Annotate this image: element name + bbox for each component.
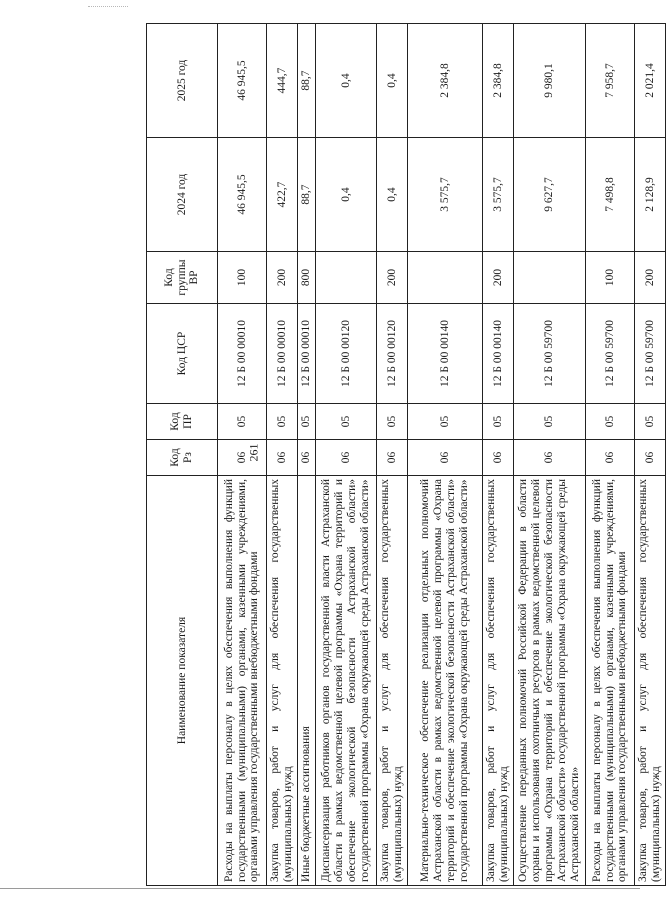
page-number-text: 261 bbox=[246, 443, 261, 461]
header-rz: Код Рз bbox=[147, 440, 218, 476]
row-2024: 0,4 bbox=[316, 138, 377, 252]
row-csr: 12 Б 00 00140 bbox=[408, 304, 483, 404]
row-2025: 7 958,7 bbox=[586, 24, 635, 138]
row-vr bbox=[514, 252, 586, 304]
row-rz: 06 bbox=[377, 440, 408, 476]
table-row bbox=[514, 24, 586, 886]
row-name: Иные бюджетные ассигнования bbox=[298, 476, 316, 886]
row-2024: 2 128,9 bbox=[635, 138, 666, 252]
row-name: Расходы на выплаты персоналу в целях обеспечения выполнения функций государственными (муниципальными) органами, казенными учреждениями, органами управления государственными внебюджетными фондами bbox=[218, 476, 267, 886]
table-row bbox=[586, 24, 635, 886]
row-csr: 12 Б 00 59700 bbox=[586, 304, 635, 404]
row-pr: 05 bbox=[483, 404, 514, 440]
row-2025: 2 021,4 bbox=[635, 24, 666, 138]
table-row bbox=[635, 24, 666, 886]
row-2025: 88,7 bbox=[298, 24, 316, 138]
table-row bbox=[483, 24, 514, 886]
row-csr: 12 Б 00 00140 bbox=[483, 304, 514, 404]
table-row bbox=[408, 24, 483, 886]
row-name: Материально-техническое обеспечение реализации отдельных полномочий Астраханской области в рамках ведомственной целевой программы «Охрана территорий и обеспечение экологической безопасности Астраханской области» государственной программы «Охрана окружающей среды Астраханской области» bbox=[408, 476, 483, 886]
row-pr: 05 bbox=[408, 404, 483, 440]
header-2025: 2025 год bbox=[147, 24, 218, 138]
row-pr: 05 bbox=[218, 404, 267, 440]
row-2024: 422,7 bbox=[267, 138, 298, 252]
budget-table bbox=[146, 23, 666, 886]
table-row bbox=[298, 24, 316, 886]
row-name: Закупка товаров, работ и услуг для обеспечения государственных (муниципальных) нужд bbox=[267, 476, 298, 886]
row-2024: 7 498,8 bbox=[586, 138, 635, 252]
row-rz: 06 bbox=[298, 440, 316, 476]
row-2025: 9 980,1 bbox=[514, 24, 586, 138]
row-2024: 46 945,5 bbox=[218, 138, 267, 252]
row-csr: 12 Б 00 59700 bbox=[635, 304, 666, 404]
row-pr: 05 bbox=[316, 404, 377, 440]
row-vr: 200 bbox=[635, 252, 666, 304]
row-pr: 05 bbox=[514, 404, 586, 440]
row-vr bbox=[316, 252, 377, 304]
row-2024: 3 575,7 bbox=[483, 138, 514, 252]
row-vr: 100 bbox=[586, 252, 635, 304]
row-csr: 12 Б 00 00010 bbox=[298, 304, 316, 404]
budget-table-rotated bbox=[146, 24, 662, 886]
table-row bbox=[377, 24, 408, 886]
row-2025: 2 384,8 bbox=[483, 24, 514, 138]
row-pr: 05 bbox=[298, 404, 316, 440]
budget-table-frame bbox=[146, 24, 662, 886]
row-2025: 444,7 bbox=[267, 24, 298, 138]
row-pr: 05 bbox=[377, 404, 408, 440]
row-rz: 06 bbox=[635, 440, 666, 476]
row-rz: 06 bbox=[586, 440, 635, 476]
row-2024: 0,4 bbox=[377, 138, 408, 252]
row-name: Осуществление переданных полномочий Российской Федерации в области охраны и использования охотничьих ресурсов в рамках ведомственной целевой программы «Охрана территорий и обеспечение экологической безопасности Астраханской области» государственной программы «Охрана окружающей среды Астраханской области» bbox=[514, 476, 586, 886]
row-2025: 0,4 bbox=[377, 24, 408, 138]
row-rz: 06 bbox=[514, 440, 586, 476]
row-name: Закупка товаров, работ и услуг для обеспечения государственных (муниципальных) нужд bbox=[483, 476, 514, 886]
page-edge-line bbox=[0, 888, 640, 889]
row-2025: 2 384,8 bbox=[408, 24, 483, 138]
header-csr: Код ЦСР bbox=[147, 304, 218, 404]
row-vr: 800 bbox=[298, 252, 316, 304]
row-csr: 12 Б 00 00120 bbox=[316, 304, 377, 404]
row-vr: 100 bbox=[218, 252, 267, 304]
row-2025: 0,4 bbox=[316, 24, 377, 138]
row-vr: 200 bbox=[267, 252, 298, 304]
header-2024: 2024 год bbox=[147, 138, 218, 252]
row-name: Закупка товаров, работ и услуг для обеспечения государственных (муниципальных) нужд bbox=[377, 476, 408, 886]
row-rz: 06 bbox=[316, 440, 377, 476]
row-rz: 06 bbox=[408, 440, 483, 476]
row-rz: 06 bbox=[218, 440, 267, 476]
row-pr: 05 bbox=[267, 404, 298, 440]
row-name: Закупка товаров, работ и услуг для обеспечения государственных (муниципальных) нужд bbox=[635, 476, 666, 886]
row-2024: 3 575,7 bbox=[408, 138, 483, 252]
table-row bbox=[267, 24, 298, 886]
row-csr: 12 Б 00 00010 bbox=[218, 304, 267, 404]
row-rz: 06 bbox=[483, 440, 514, 476]
row-2024: 88,7 bbox=[298, 138, 316, 252]
row-rz: 06 bbox=[267, 440, 298, 476]
row-2025: 46 945,5 bbox=[218, 24, 267, 138]
row-csr: 12 Б 00 00120 bbox=[377, 304, 408, 404]
header-vr: Код группы ВР bbox=[147, 252, 218, 304]
row-csr: 12 Б 00 00010 bbox=[267, 304, 298, 404]
row-2024: 9 627,7 bbox=[514, 138, 586, 252]
scan-artifact bbox=[88, 6, 128, 13]
row-vr: 200 bbox=[483, 252, 514, 304]
row-name: Расходы на выплаты персоналу в целях обеспечения выполнения функций государственными (муниципальными) органами, казенными учреждениями, органами управления государственными внебюджетными фондами bbox=[586, 476, 635, 886]
table-row bbox=[316, 24, 377, 886]
row-vr bbox=[408, 252, 483, 304]
header-name: Наименование показателя bbox=[147, 476, 218, 886]
row-vr: 200 bbox=[377, 252, 408, 304]
row-pr: 05 bbox=[586, 404, 635, 440]
row-name: Диспансеризация работников органов государственной власти Астраханской области в рамках ведомственной целевой программы «Охрана территорий и обеспечение экологической безопасности Астраханской области» государственной программы «Охрана окружающей среды Астраханской области» bbox=[316, 476, 377, 886]
header-pr: Код ПР bbox=[147, 404, 218, 440]
table-row bbox=[218, 24, 267, 886]
table-header-row bbox=[147, 24, 218, 886]
row-csr: 12 Б 00 59700 bbox=[514, 304, 586, 404]
row-pr: 05 bbox=[635, 404, 666, 440]
